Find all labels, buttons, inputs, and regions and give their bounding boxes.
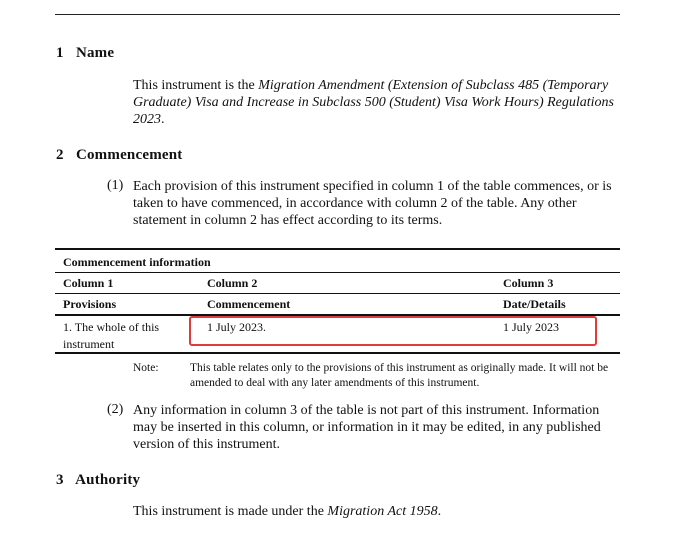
section-1-text-suffix: .	[161, 112, 165, 127]
act-name: Migration Act 1958	[327, 504, 438, 519]
instrument-name: Migration Amendment (Extension of Subclass 485 (Temporary Graduate) Visa and Increase in Subclass 500 (Student) Visa Work Hours) Regulations 2023	[133, 78, 615, 127]
row-1-commencement: 1 July 2023.	[207, 320, 267, 334]
section-1-heading	[56, 45, 114, 62]
column-1-header: Column 1	[63, 276, 114, 290]
section-3-paragraph	[133, 503, 618, 520]
section-2-number: 2	[56, 147, 64, 163]
subsection-1-text: Each provision of this instrument specified in column 1 of the table commences, or is taken to have commenced, in accordance with column 2 of the table. Any other statement in column 2 has effect according to its terms.	[133, 179, 612, 228]
section-1-number: 1	[56, 45, 64, 61]
section-1-paragraph	[133, 77, 618, 128]
column-2-header: Column 2	[207, 276, 258, 290]
table-bottom-rule	[55, 352, 620, 354]
section-2-heading	[56, 147, 182, 164]
top-rule	[55, 14, 620, 15]
section-1-text-prefix: This instrument is the	[133, 78, 259, 93]
table-title: Commencement information	[63, 255, 211, 269]
section-3-heading	[56, 472, 140, 489]
row-1-provision-line-2: instrument	[63, 337, 115, 351]
subsection-2-text: Any information in column 3 of the table is not part of this instrument. Information may be inserted in this column, or information in it may be edited, in any published version of this instrument.	[133, 403, 601, 452]
table-title-rule	[55, 272, 620, 273]
section-3-title: Authority	[75, 472, 141, 488]
column-1-subheader: Provisions	[63, 297, 117, 311]
row-1-details: 1 July 2023	[503, 320, 560, 334]
section-3-number: 3	[56, 472, 64, 488]
column-3-header: Column 3	[503, 276, 554, 290]
section-1-title: Name	[75, 45, 115, 61]
highlight-box	[189, 316, 597, 346]
column-3-subheader: Date/Details	[503, 297, 566, 311]
subsection-1-number: (1)	[107, 178, 124, 193]
subsection-2-number: (2)	[107, 402, 124, 417]
note-label: Note:	[133, 362, 159, 374]
row-1-provision-line-1: 1. The whole of this	[63, 320, 160, 334]
note-text: This table relates only to the provisions of this instrument as originally made. It will not be amended to deal with any later amendments of this instrument.	[190, 362, 609, 389]
section-3-text-prefix: This instrument is made under the	[133, 504, 328, 519]
column-2-subheader: Commencement	[207, 297, 291, 311]
table-top-rule	[55, 248, 620, 250]
section-2-title: Commencement	[75, 147, 183, 163]
section-3-text-suffix: .	[437, 504, 442, 519]
column-header-rule	[55, 293, 620, 294]
